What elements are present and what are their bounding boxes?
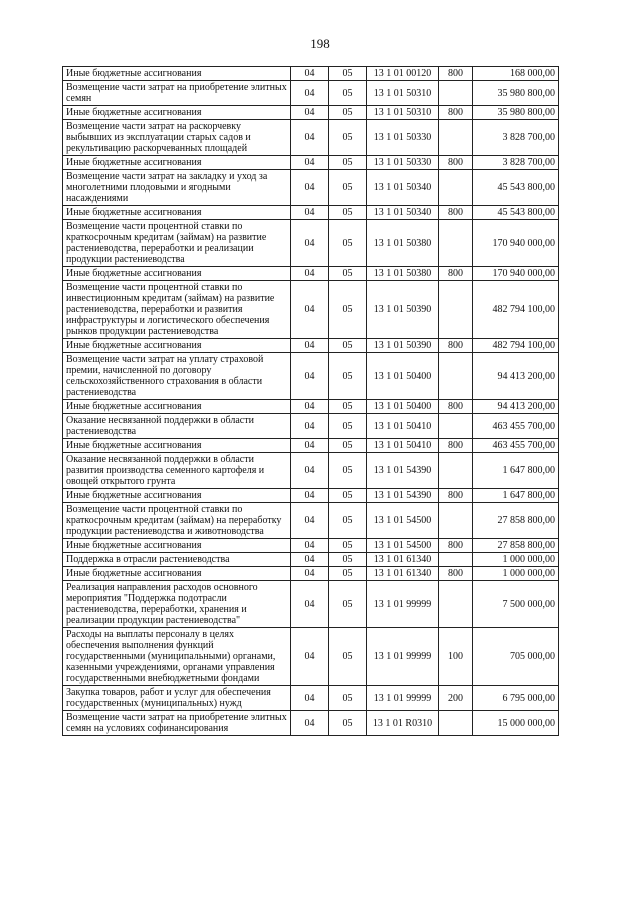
- cell-expense-type: [439, 353, 473, 400]
- cell-section: 04: [291, 686, 329, 711]
- cell-name: Иные бюджетные ассигнования: [63, 489, 291, 503]
- cell-name: Иные бюджетные ассигнования: [63, 106, 291, 120]
- cell-target-article: 13 1 01 50380: [367, 267, 439, 281]
- cell-amount: 1 647 800,00: [473, 453, 559, 489]
- cell-section: 04: [291, 567, 329, 581]
- cell-expense-type: [439, 170, 473, 206]
- cell-expense-type: [439, 281, 473, 339]
- cell-name: Оказание несвязанной поддержки в области развития производства семенного картофеля и овощей открытого грунта: [63, 453, 291, 489]
- table-row: [63, 339, 559, 353]
- table-row: [63, 120, 559, 156]
- cell-target-article: 13 1 01 54390: [367, 489, 439, 503]
- cell-subsection: 05: [329, 414, 367, 439]
- cell-target-article: 13 1 01 50330: [367, 120, 439, 156]
- cell-amount: 1 000 000,00: [473, 553, 559, 567]
- cell-name: Возмещение части затрат на закладку и уход за многолетними плодовыми и ягодными насаждениями: [63, 170, 291, 206]
- cell-expense-type: [439, 220, 473, 267]
- cell-name: Иные бюджетные ассигнования: [63, 156, 291, 170]
- cell-expense-type: 800: [439, 539, 473, 553]
- cell-expense-type: 800: [439, 267, 473, 281]
- cell-name: Возмещение части затрат на приобретение элитных семян на условиях софинансирования: [63, 711, 291, 736]
- cell-amount: 7 500 000,00: [473, 581, 559, 628]
- cell-name: Возмещение части затрат на приобретение элитных семян: [63, 81, 291, 106]
- cell-section: 04: [291, 170, 329, 206]
- table-row: [63, 553, 559, 567]
- cell-amount: 170 940 000,00: [473, 220, 559, 267]
- cell-subsection: 05: [329, 400, 367, 414]
- cell-subsection: 05: [329, 353, 367, 400]
- cell-target-article: 13 1 01 99999: [367, 686, 439, 711]
- cell-name: Иные бюджетные ассигнования: [63, 206, 291, 220]
- cell-amount: 482 794 100,00: [473, 339, 559, 353]
- cell-subsection: 05: [329, 81, 367, 106]
- cell-subsection: 05: [329, 67, 367, 81]
- cell-target-article: 13 1 01 50340: [367, 206, 439, 220]
- cell-target-article: 13 1 01 54500: [367, 503, 439, 539]
- cell-target-article: 13 1 01 61340: [367, 553, 439, 567]
- cell-section: 04: [291, 553, 329, 567]
- cell-amount: 705 000,00: [473, 628, 559, 686]
- cell-section: 04: [291, 353, 329, 400]
- cell-section: 04: [291, 267, 329, 281]
- table-row: [63, 567, 559, 581]
- table-row: [63, 67, 559, 81]
- cell-amount: 45 543 800,00: [473, 206, 559, 220]
- cell-target-article: 13 1 01 54390: [367, 453, 439, 489]
- cell-name: Закупка товаров, работ и услуг для обеспечения государственных (муниципальных) нужд: [63, 686, 291, 711]
- cell-section: 04: [291, 400, 329, 414]
- cell-name: Возмещение части затрат на уплату страховой премии, начисленной по договору сельскохозяйственного страхования в области растениеводства: [63, 353, 291, 400]
- table-row: [63, 711, 559, 736]
- cell-expense-type: 800: [439, 339, 473, 353]
- cell-target-article: 13 1 01 50340: [367, 170, 439, 206]
- cell-name: Возмещение части процентной ставки по краткосрочным кредитам (займам) на переработку продукции растениеводства и животноводства: [63, 503, 291, 539]
- cell-section: 04: [291, 711, 329, 736]
- cell-subsection: 05: [329, 281, 367, 339]
- cell-name: Иные бюджетные ассигнования: [63, 439, 291, 453]
- cell-amount: 170 940 000,00: [473, 267, 559, 281]
- cell-section: 04: [291, 206, 329, 220]
- cell-target-article: 13 1 01 00120: [367, 67, 439, 81]
- cell-section: 04: [291, 453, 329, 489]
- cell-amount: 27 858 800,00: [473, 539, 559, 553]
- table-row: [63, 353, 559, 400]
- cell-section: 04: [291, 220, 329, 267]
- cell-section: 04: [291, 439, 329, 453]
- cell-section: 04: [291, 339, 329, 353]
- cell-section: 04: [291, 503, 329, 539]
- table-row: [63, 453, 559, 489]
- cell-target-article: 13 1 01 50330: [367, 156, 439, 170]
- cell-expense-type: 800: [439, 567, 473, 581]
- cell-subsection: 05: [329, 106, 367, 120]
- cell-amount: 15 000 000,00: [473, 711, 559, 736]
- page-number: 198: [310, 36, 330, 51]
- cell-amount: 94 413 200,00: [473, 400, 559, 414]
- cell-amount: 35 980 800,00: [473, 81, 559, 106]
- cell-target-article: 13 1 01 50390: [367, 339, 439, 353]
- table-body: [63, 67, 559, 736]
- table-row: [63, 414, 559, 439]
- cell-subsection: 05: [329, 539, 367, 553]
- cell-section: 04: [291, 281, 329, 339]
- cell-name: Возмещение части затрат на раскорчевку выбывших из эксплуатации старых садов и рекультивацию раскорчеванных площадей: [63, 120, 291, 156]
- table-row: [63, 267, 559, 281]
- cell-target-article: 13 1 01 50390: [367, 281, 439, 339]
- cell-name: Оказание несвязанной поддержки в области растениеводства: [63, 414, 291, 439]
- table-row: [63, 81, 559, 106]
- cell-target-article: 13 1 01 R0310: [367, 711, 439, 736]
- cell-section: 04: [291, 81, 329, 106]
- cell-target-article: 13 1 01 50380: [367, 220, 439, 267]
- cell-name: Реализация направления расходов основного мероприятия "Поддержка подотрасли растениеводства, переработки, хранения и реализации продукции растениеводства": [63, 581, 291, 628]
- cell-amount: 463 455 700,00: [473, 414, 559, 439]
- table-row: [63, 581, 559, 628]
- cell-target-article: 13 1 01 50410: [367, 414, 439, 439]
- cell-name: Поддержка в отрасли растениеводства: [63, 553, 291, 567]
- table-row: [63, 628, 559, 686]
- cell-target-article: 13 1 01 99999: [367, 628, 439, 686]
- cell-subsection: 05: [329, 267, 367, 281]
- cell-subsection: 05: [329, 156, 367, 170]
- cell-subsection: 05: [329, 581, 367, 628]
- cell-amount: 45 543 800,00: [473, 170, 559, 206]
- cell-expense-type: 800: [439, 106, 473, 120]
- cell-expense-type: 800: [439, 206, 473, 220]
- table-row: [63, 503, 559, 539]
- cell-expense-type: [439, 711, 473, 736]
- cell-subsection: 05: [329, 711, 367, 736]
- cell-amount: 6 795 000,00: [473, 686, 559, 711]
- table-row: [63, 106, 559, 120]
- cell-section: 04: [291, 489, 329, 503]
- cell-name: Возмещение части процентной ставки по краткосрочным кредитам (займам) на развитие растениеводства, переработки и реализации продукции растениеводства: [63, 220, 291, 267]
- cell-name: Расходы на выплаты персоналу в целях обеспечения выполнения функций государственными (муниципальными) органами, казенными учреждениями, органами управления государственными внебюджетными фондами: [63, 628, 291, 686]
- cell-amount: 1 000 000,00: [473, 567, 559, 581]
- cell-section: 04: [291, 628, 329, 686]
- cell-amount: 1 647 800,00: [473, 489, 559, 503]
- cell-expense-type: 800: [439, 489, 473, 503]
- cell-section: 04: [291, 67, 329, 81]
- cell-subsection: 05: [329, 439, 367, 453]
- cell-amount: 27 858 800,00: [473, 503, 559, 539]
- cell-amount: 94 413 200,00: [473, 353, 559, 400]
- table-row: [63, 439, 559, 453]
- cell-name: Иные бюджетные ассигнования: [63, 567, 291, 581]
- cell-subsection: 05: [329, 453, 367, 489]
- cell-target-article: 13 1 01 50310: [367, 106, 439, 120]
- table-row: [63, 170, 559, 206]
- budget-table: [62, 66, 559, 736]
- table-row: [63, 281, 559, 339]
- table-row: [63, 489, 559, 503]
- cell-target-article: 13 1 01 99999: [367, 581, 439, 628]
- cell-expense-type: 800: [439, 67, 473, 81]
- cell-name: Иные бюджетные ассигнования: [63, 67, 291, 81]
- cell-amount: 463 455 700,00: [473, 439, 559, 453]
- cell-name: Иные бюджетные ассигнования: [63, 339, 291, 353]
- cell-subsection: 05: [329, 120, 367, 156]
- cell-expense-type: 200: [439, 686, 473, 711]
- cell-expense-type: [439, 503, 473, 539]
- cell-name: Иные бюджетные ассигнования: [63, 539, 291, 553]
- cell-amount: 168 000,00: [473, 67, 559, 81]
- cell-name: Иные бюджетные ассигнования: [63, 400, 291, 414]
- cell-expense-type: [439, 553, 473, 567]
- cell-expense-type: [439, 414, 473, 439]
- cell-section: 04: [291, 581, 329, 628]
- cell-amount: 35 980 800,00: [473, 106, 559, 120]
- cell-expense-type: 800: [439, 400, 473, 414]
- table-row: [63, 400, 559, 414]
- cell-target-article: 13 1 01 61340: [367, 567, 439, 581]
- cell-expense-type: 800: [439, 156, 473, 170]
- cell-target-article: 13 1 01 50400: [367, 400, 439, 414]
- table-row: [63, 539, 559, 553]
- table-row: [63, 220, 559, 267]
- cell-subsection: 05: [329, 628, 367, 686]
- cell-section: 04: [291, 414, 329, 439]
- cell-subsection: 05: [329, 567, 367, 581]
- cell-amount: 3 828 700,00: [473, 156, 559, 170]
- cell-target-article: 13 1 01 50310: [367, 81, 439, 106]
- cell-expense-type: [439, 453, 473, 489]
- cell-target-article: 13 1 01 54500: [367, 539, 439, 553]
- cell-section: 04: [291, 106, 329, 120]
- cell-amount: 482 794 100,00: [473, 281, 559, 339]
- cell-amount: 3 828 700,00: [473, 120, 559, 156]
- table-row: [63, 686, 559, 711]
- cell-subsection: 05: [329, 553, 367, 567]
- cell-subsection: 05: [329, 339, 367, 353]
- cell-subsection: 05: [329, 206, 367, 220]
- cell-expense-type: [439, 81, 473, 106]
- cell-subsection: 05: [329, 503, 367, 539]
- cell-expense-type: 100: [439, 628, 473, 686]
- cell-expense-type: [439, 120, 473, 156]
- cell-target-article: 13 1 01 50410: [367, 439, 439, 453]
- cell-name: Иные бюджетные ассигнования: [63, 267, 291, 281]
- cell-subsection: 05: [329, 170, 367, 206]
- table-row: [63, 156, 559, 170]
- cell-expense-type: [439, 581, 473, 628]
- table-row: [63, 206, 559, 220]
- cell-subsection: 05: [329, 489, 367, 503]
- cell-expense-type: 800: [439, 439, 473, 453]
- cell-target-article: 13 1 01 50400: [367, 353, 439, 400]
- cell-name: Возмещение части процентной ставки по инвестиционным кредитам (займам) на развитие растениеводства, переработки и развития инфраструктуры и логистического обеспечения рынков продукции растениеводства: [63, 281, 291, 339]
- cell-subsection: 05: [329, 220, 367, 267]
- cell-section: 04: [291, 156, 329, 170]
- cell-section: 04: [291, 539, 329, 553]
- cell-subsection: 05: [329, 686, 367, 711]
- cell-section: 04: [291, 120, 329, 156]
